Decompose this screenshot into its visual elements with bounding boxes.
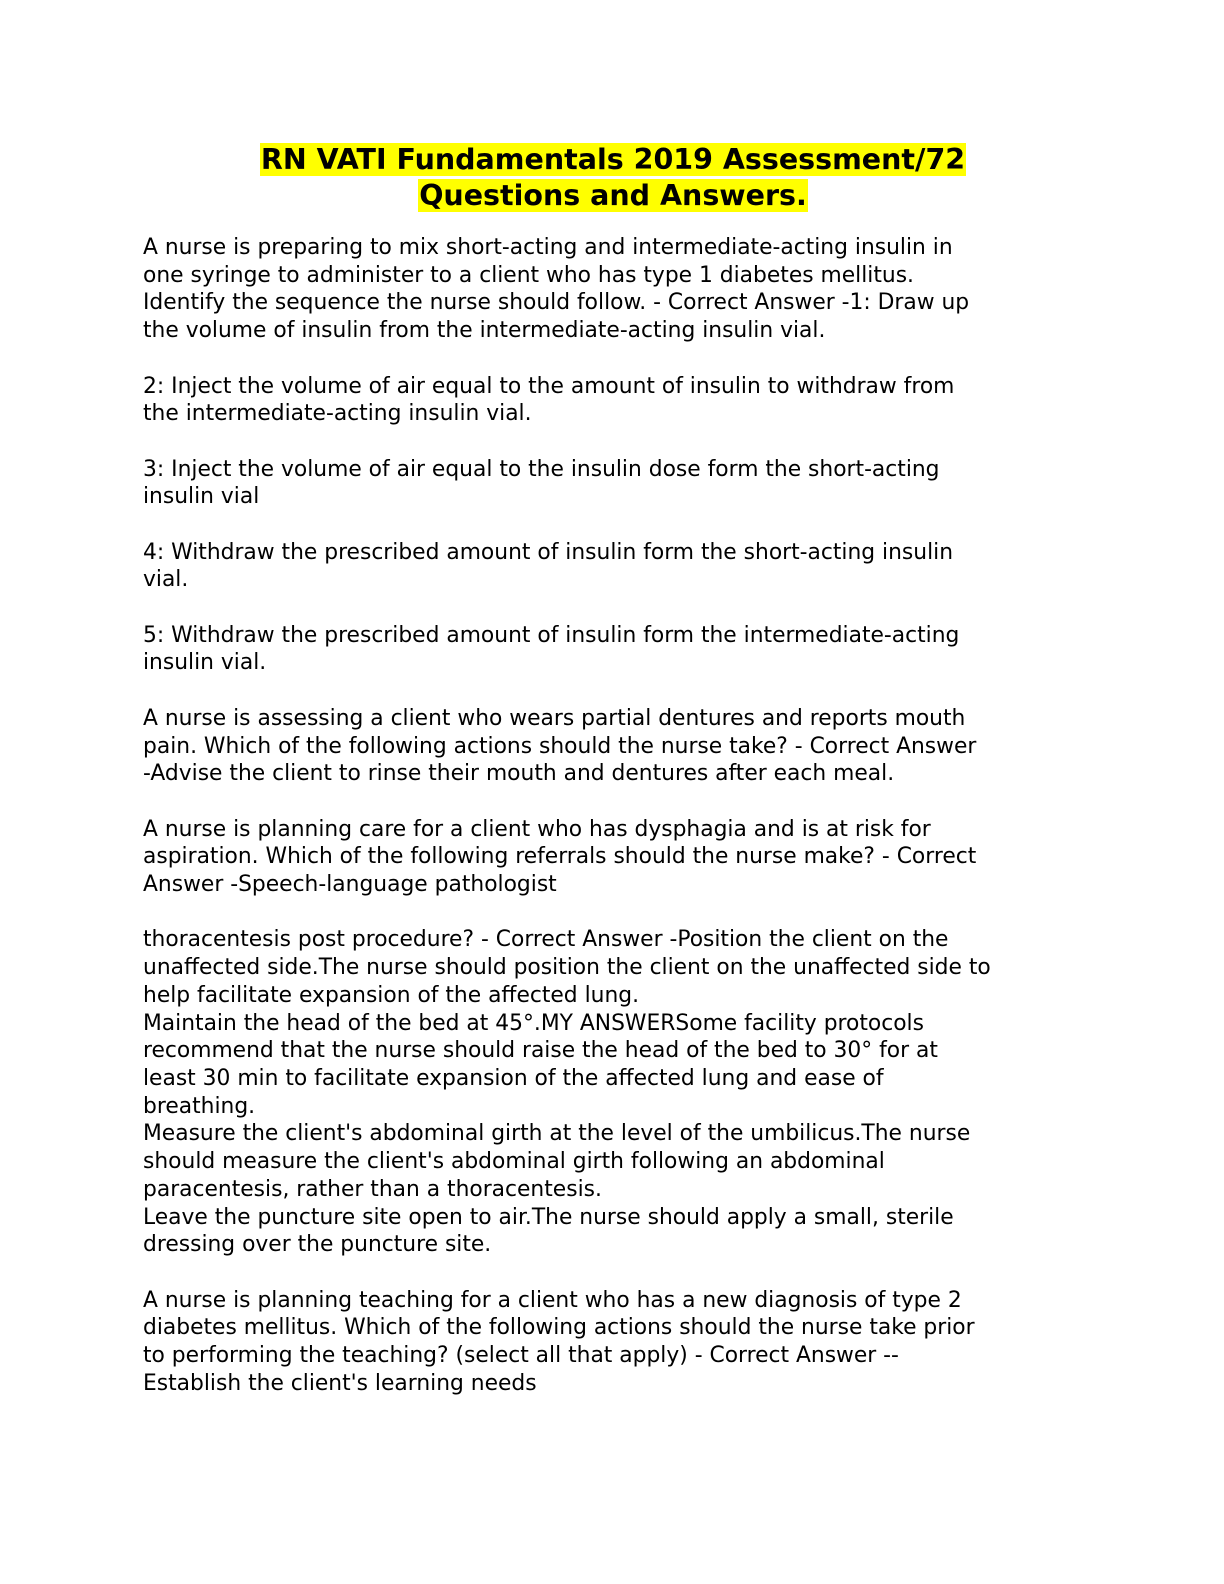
paragraph-gap [143, 899, 1083, 927]
title-line-2: Questions and Answers. [419, 179, 807, 212]
paragraph-gap [143, 1259, 1083, 1287]
question-insulin-mixing: A nurse is preparing to mix short-acting and intermediate-acting insulin in one syringe to administer to a client who has type 1 diabetes mellitus. Identify the sequence the nurse should follow. - Correct Answer -1: Draw up the volume of insulin from the intermediate-acting insulin vial. [143, 235, 970, 344]
paragraph-gap [143, 428, 1083, 456]
paragraph-gap [143, 511, 1083, 539]
insulin-step-5: 5: Withdraw the prescribed amount of insulin form the intermediate-acting insulin vial. [143, 622, 960, 676]
question-dentures: A nurse is assessing a client who wears partial dentures and reports mouth pain. Which of the following actions should the nurse take? - Correct Answer -Advise the client to rinse their mouth and dentures after each meal. [143, 705, 977, 787]
insulin-step-4: 4: Withdraw the prescribed amount of insulin form the short-acting insulin vial. [143, 539, 954, 593]
question-diabetes-teaching: A nurse is planning teaching for a client who has a new diagnosis of type 2 diabetes mellitus. Which of the following actions should the nurse take prior to performing the teaching? (select all that apply) - Correct Answer -- Establish the client's learning needs [143, 1287, 975, 1396]
paragraph-gap [143, 788, 1083, 816]
insulin-step-3: 3: Inject the volume of air equal to the insulin dose form the short-acting insulin vial [143, 456, 940, 510]
paragraph-gap [143, 677, 1083, 705]
paragraph-gap [143, 345, 1083, 373]
document-title [143, 142, 1083, 214]
question-thoracentesis: thoracentesis post procedure? - Correct Answer -Position the client on the unaffected side.The nurse should position the client on the unaffected side to help facilitate expansion of the affected lung. Maintain the head of the bed at 45°.MY ANSWERSome facility protocols recommend that the nurse should raise the head of the bed to 30° for at least 30 min to facilitate expansion of the affected lung and ease of breathing. Measure the client's abdominal girth at the level of the umbilicus.The nurse should measure the client's abdominal girth following an abdominal paracentesis, rather than a thoracentesis. Leave the puncture site open to air.The nurse should apply a small, sterile dressing over the puncture site. [143, 927, 991, 1258]
title-line-1: RN VATI Fundamentals 2019 Assessment/72 [260, 143, 966, 176]
paragraph-gap [143, 594, 1083, 622]
question-dysphagia: A nurse is planning care for a client who has dysphagia and is at risk for aspiration. Which of the following referrals should the nurse make? - Correct Answer -Speech-language pathologist [143, 816, 977, 898]
document-page [143, 142, 1083, 1397]
insulin-step-2: 2: Inject the volume of air equal to the amount of insulin to withdraw from the intermediate-acting insulin vial. [143, 373, 955, 427]
